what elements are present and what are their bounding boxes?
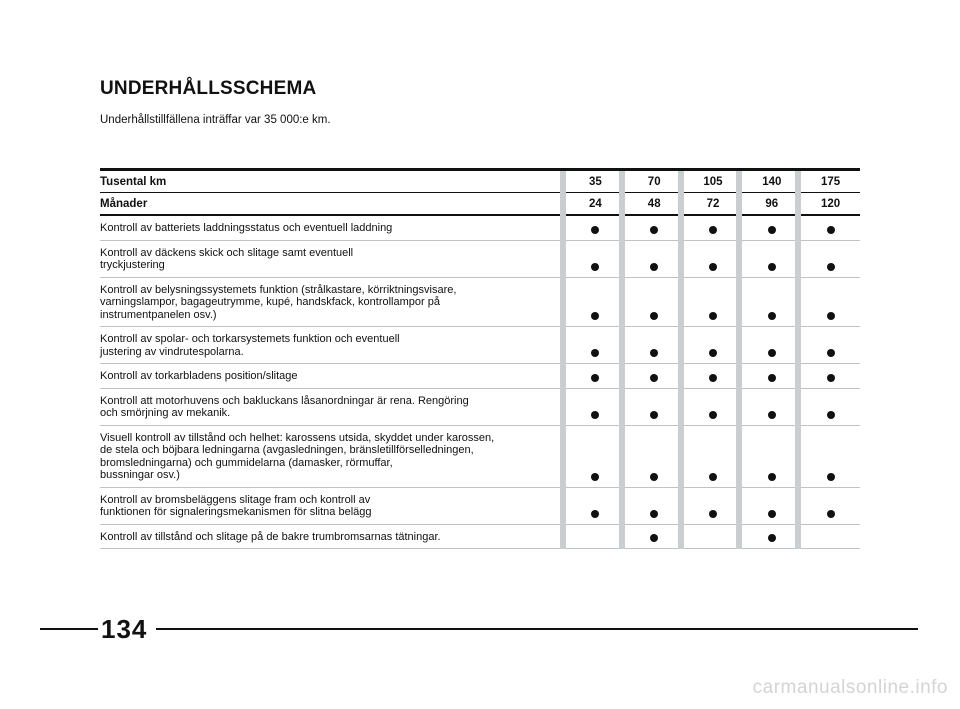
check-dot-icon	[768, 374, 776, 382]
check-dot-icon	[768, 349, 776, 357]
interval-cell	[684, 327, 743, 363]
check-dot-icon	[827, 411, 835, 419]
interval-cell	[742, 525, 801, 549]
interval-cell	[566, 426, 625, 487]
interval-cell	[801, 426, 860, 487]
check-dot-icon	[709, 374, 717, 382]
maintenance-table	[100, 168, 860, 549]
check-dot-icon	[827, 226, 835, 234]
check-dot-icon	[591, 473, 599, 481]
km-105: 105	[703, 175, 723, 188]
km-140: 140	[762, 175, 782, 188]
interval-cell	[566, 525, 625, 549]
check-dot-icon	[650, 263, 658, 271]
interval-cell	[566, 389, 625, 425]
interval-cell	[684, 488, 743, 524]
check-dot-icon	[768, 510, 776, 518]
check-dot-icon	[591, 312, 599, 320]
check-dot-icon	[650, 226, 658, 234]
interval-cell	[625, 216, 684, 240]
interval-cell	[566, 327, 625, 363]
interval-cell	[625, 241, 684, 277]
interval-cell	[801, 278, 860, 327]
row-description: Kontroll av bromsbeläggens slitage fram och kontroll av funktionen för signaleringsmekanismen för slitna belägg	[100, 493, 372, 518]
months-96: 96	[765, 197, 779, 210]
interval-cell	[742, 389, 801, 425]
page-number: 134	[101, 614, 148, 644]
check-dot-icon	[768, 226, 776, 234]
interval-cell	[742, 364, 801, 388]
interval-cell	[625, 426, 684, 487]
km-175: 175	[820, 175, 841, 188]
interval-cell	[625, 327, 684, 363]
check-dot-icon	[591, 411, 599, 419]
check-dot-icon	[591, 263, 599, 271]
interval-cell	[566, 216, 625, 240]
check-dot-icon	[709, 226, 717, 234]
table-row	[100, 389, 860, 426]
interval-cell	[625, 389, 684, 425]
check-dot-icon	[768, 534, 776, 542]
months-72: 72	[706, 197, 720, 210]
check-dot-icon	[827, 312, 835, 320]
table-body	[100, 216, 860, 549]
check-dot-icon	[709, 411, 717, 419]
check-dot-icon	[827, 374, 835, 382]
months-24: 24	[589, 197, 602, 210]
check-dot-icon	[709, 349, 717, 357]
table-row	[100, 525, 860, 550]
check-dot-icon	[591, 510, 599, 518]
check-dot-icon	[709, 263, 717, 271]
row-description: Kontroll att motorhuvens och bakluckans låsanordningar är rena. Rengöring och smörjning av mekanik.	[100, 394, 469, 419]
table-row	[100, 241, 860, 278]
check-dot-icon	[709, 473, 717, 481]
interval-cell	[684, 216, 743, 240]
interval-cell	[684, 364, 743, 388]
table-row	[100, 216, 860, 241]
row-description: Kontroll av spolar- och torkarsystemets funktion och eventuell justering av vindrutespolarna.	[100, 333, 400, 358]
check-dot-icon	[827, 510, 835, 518]
table-row	[100, 488, 860, 525]
interval-cell	[625, 488, 684, 524]
check-dot-icon	[650, 473, 658, 481]
check-dot-icon	[591, 374, 599, 382]
interval-cell	[801, 389, 860, 425]
interval-cell	[742, 278, 801, 327]
interval-cell	[684, 389, 743, 425]
check-dot-icon	[709, 510, 717, 518]
watermark: carmanualsonline.info	[752, 677, 948, 698]
interval-cell	[684, 426, 743, 487]
interval-cell	[566, 278, 625, 327]
interval-cell	[625, 278, 684, 327]
interval-cell	[625, 364, 684, 388]
interval-cell	[801, 216, 860, 240]
check-dot-icon	[650, 374, 658, 382]
km-70: 70	[647, 175, 661, 188]
km-35: 35	[589, 175, 602, 188]
interval-cell	[801, 241, 860, 277]
row-description: Kontroll av belysningssystemets funktion (strålkastare, körriktningsvisare, varningslampor, bagageutrymme, kupé, handskfack, kontrollampor på instrumentpanelen osv.)	[100, 283, 457, 321]
check-dot-icon	[768, 263, 776, 271]
row-description: Kontroll av däckens skick och slitage samt eventuell tryckjustering	[100, 246, 354, 271]
months-48: 48	[647, 197, 661, 210]
table-row	[100, 327, 860, 364]
check-dot-icon	[768, 411, 776, 419]
header-months-label: Månader	[100, 197, 148, 210]
interval-cell	[801, 327, 860, 363]
check-dot-icon	[650, 534, 658, 542]
footer-rule-left	[40, 628, 98, 630]
check-dot-icon	[650, 411, 658, 419]
interval-cell	[801, 525, 860, 549]
check-dot-icon	[827, 473, 835, 481]
row-description: Kontroll av batteriets laddningsstatus och eventuell laddning	[100, 222, 393, 234]
interval-cell	[625, 525, 684, 549]
interval-cell	[684, 525, 743, 549]
interval-cell	[742, 241, 801, 277]
row-description: Visuell kontroll av tillstånd och helhet: karossens utsida, skyddet under karossen, de stela och böjbara ledningarna (avgasledningen, bränsletillförselledningen, bromsledningarna) och gummidelarna (damasker, rörmuffar, bussningar osv.)	[100, 431, 495, 481]
header-row-months	[100, 193, 860, 214]
check-dot-icon	[827, 349, 835, 357]
row-description: Kontroll av tillstånd och slitage på de bakre trumbromsarnas tätningar.	[100, 530, 441, 543]
table-row	[100, 278, 860, 328]
months-120: 120	[820, 197, 841, 210]
footer-rule-right	[156, 628, 918, 630]
interval-cell	[684, 241, 743, 277]
page-subtitle: Underhållstillfällena inträffar var 35 000:e km.	[100, 114, 331, 126]
interval-cell	[801, 488, 860, 524]
check-dot-icon	[650, 510, 658, 518]
check-dot-icon	[591, 226, 599, 234]
check-dot-icon	[650, 312, 658, 320]
interval-cell	[566, 241, 625, 277]
table-row	[100, 426, 860, 488]
page-title: UNDERHÅLLSSCHEMA	[100, 78, 317, 99]
row-description: Kontroll av torkarbladens position/slitage	[100, 370, 298, 382]
interval-cell	[684, 278, 743, 327]
check-dot-icon	[650, 349, 658, 357]
interval-cell	[566, 364, 625, 388]
header-row-km	[100, 171, 860, 193]
interval-cell	[566, 488, 625, 524]
check-dot-icon	[709, 312, 717, 320]
interval-cell	[742, 488, 801, 524]
interval-cell	[742, 426, 801, 487]
interval-cell	[801, 364, 860, 388]
table-row	[100, 364, 860, 389]
check-dot-icon	[827, 263, 835, 271]
header-km-label: Tusental km	[100, 175, 167, 188]
interval-cell	[742, 327, 801, 363]
check-dot-icon	[591, 349, 599, 357]
check-dot-icon	[768, 473, 776, 481]
check-dot-icon	[768, 312, 776, 320]
interval-cell	[742, 216, 801, 240]
